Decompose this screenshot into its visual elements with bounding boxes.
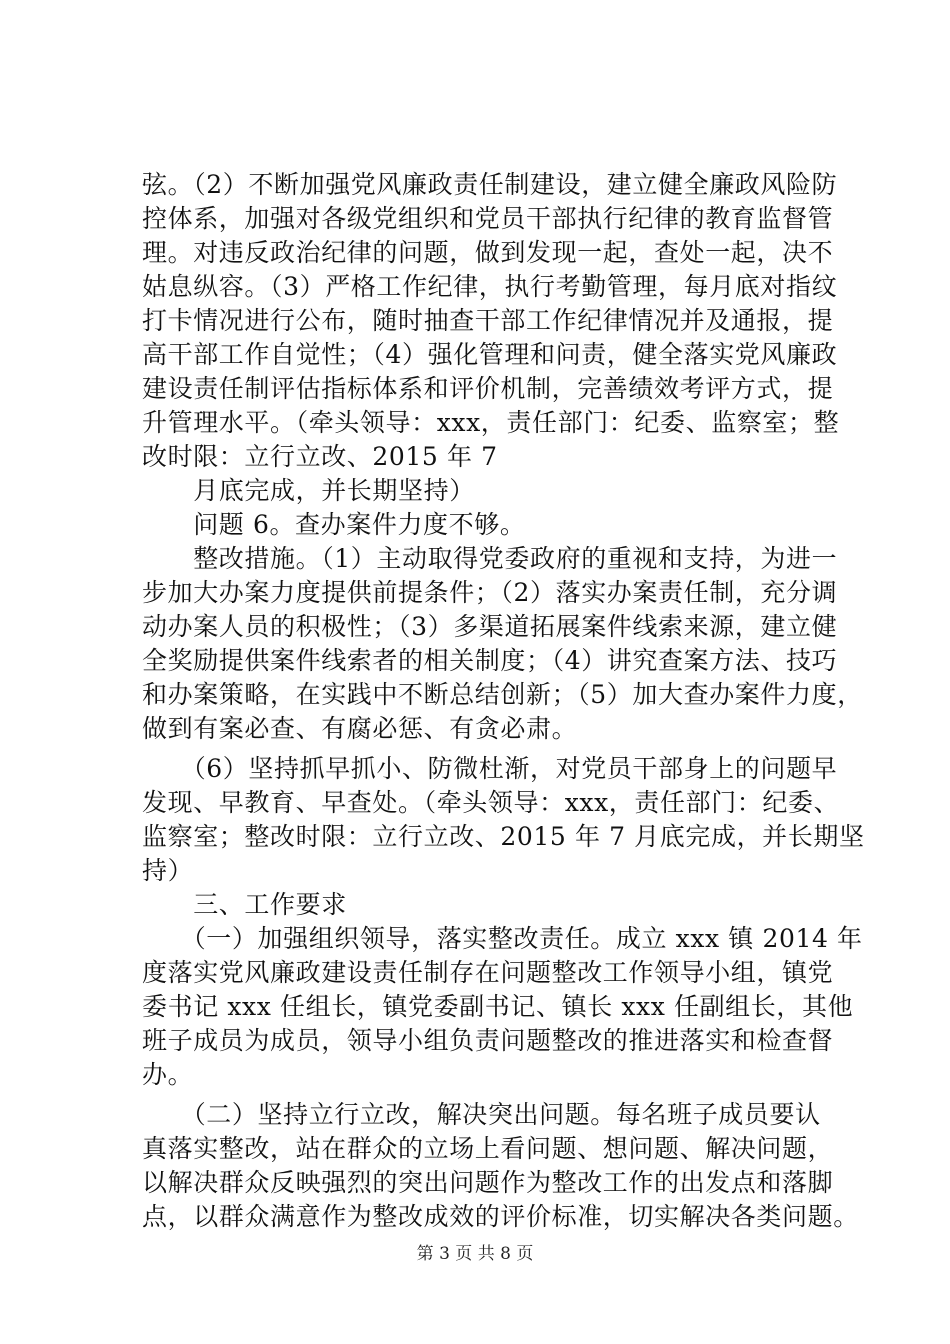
body-text-line: 点，以群众满意作为整改成效的评价标准，切实解决各类问题。 [142,1202,859,1231]
section-heading-work-requirements: 三、工作要求 [142,890,347,919]
body-text-line: 度落实党风廉政建设责任制存在问题整改工作领导小组，镇党 [142,958,834,987]
body-text-line: 和办案策略，在实践中不断总结创新；（5）加大查办案件力度， [142,680,863,709]
body-text-line: 全奖励提供案件线索者的相关制度；（4）讲究查案方法、技巧 [142,646,838,675]
body-text-line: 发现、早教育、早查处。（牵头领导：xxx，责任部门：纪委、 [142,788,840,817]
body-text-line: 理。对违反政治纪律的问题，做到发现一起，查处一起，决不 [142,238,834,267]
body-text-line: 改时限：立行立改、2015 年 7 [142,442,498,471]
body-text-line: 做到有案必查、有腐必惩、有贪必肃。 [142,714,578,743]
body-text-line: 月底完成，并长期坚持） [142,476,475,505]
body-text-line: 打卡情况进行公布，随时抽查干部工作纪律情况并及通报，提 [142,306,834,335]
body-text-line: （二）坚持立行立改，解决突出问题。每名班子成员要认 [142,1100,821,1129]
body-text-line: 步加大办案力度提供前提条件；（2）落实办案责任制，充分调 [142,578,838,607]
body-text-line: 以解决群众反映强烈的突出问题作为整改工作的出发点和落脚 [142,1168,834,1197]
body-text-line: 监察室；整改时限：立行立改、2015 年 7 月底完成，并长期坚 [142,822,865,851]
body-text-line: 委书记 xxx 任组长，镇党委副书记、镇长 xxx 任副组长，其他 [142,992,854,1021]
body-text-line: （一）加强组织领导，落实整改责任。成立 xxx 镇 2014 年 [142,924,863,953]
section-heading-question-6: 问题 6。查办案件力度不够。 [142,510,526,539]
body-text-line: 整改措施。（1）主动取得党委政府的重视和支持，为进一 [142,544,838,573]
body-text-line: 建设责任制评估指标体系和评价机制，完善绩效考评方式，提 [142,374,834,403]
body-text-line: 动办案人员的积极性；（3）多渠道拓展案件线索来源，建立健 [142,612,838,641]
body-text-line: 真落实整改，站在群众的立场上看问题、想问题、解决问题， [142,1134,834,1163]
body-text-line: （6）坚持抓早抓小、防微杜渐，对党员干部身上的问题早 [142,754,838,783]
body-text-line: 高干部工作自觉性；（4）强化管理和问责，健全落实党风廉政 [142,340,838,369]
body-text-line: 姑息纵容。（3）严格工作纪律，执行考勤管理，每月底对指纹 [142,272,838,301]
body-text-line: 办。 [142,1060,194,1089]
body-text-line: 班子成员为成员，领导小组负责问题整改的推进落实和检查督 [142,1026,834,1055]
body-text-line: 升管理水平。（牵头领导：xxx，责任部门：纪委、监察室；整 [142,408,840,437]
body-text-line: 弦。（2）不断加强党风廉政责任制建设，建立健全廉政风险防 [142,170,838,199]
body-text-line: 持） [142,856,194,885]
body-text-line: 控体系，加强对各级党组织和党员干部执行纪律的教育监督管 [142,204,834,233]
page-footer-number: 第 3 页 共 8 页 [416,1244,534,1264]
